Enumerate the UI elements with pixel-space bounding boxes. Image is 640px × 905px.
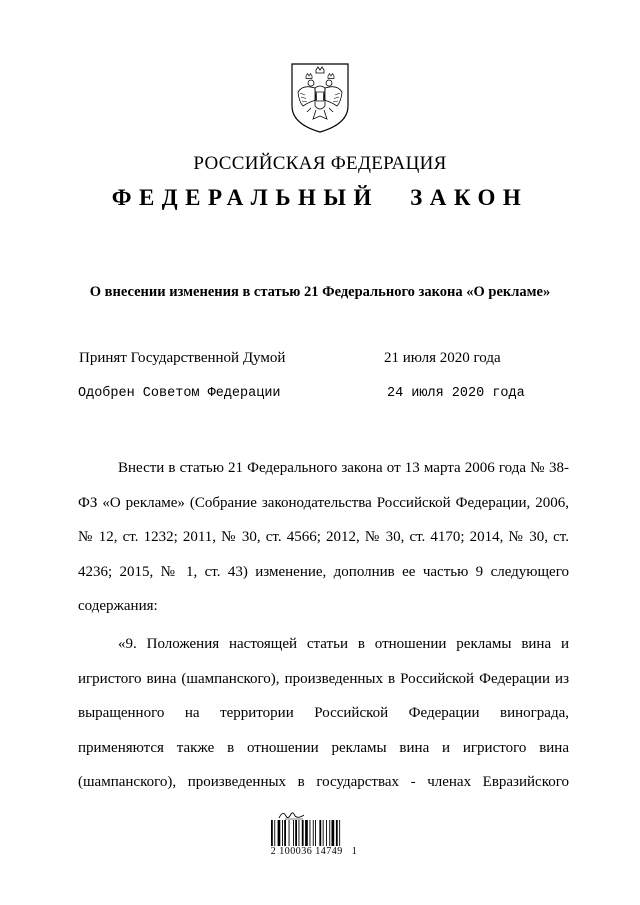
adoption-label: Одобрен Советом Федерации bbox=[78, 386, 281, 401]
adoption-label: Принят Государственной Думой bbox=[79, 350, 286, 366]
adoption-date: 21 июля 2020 года bbox=[384, 350, 501, 366]
body-paragraph: «9. Положения настоящей статьи в отношении рекламы вина и игристого вина (шампанского), произведенных в Российской Федерации из выращенного на территории Российской Федерации винограда, применяются также в отношении рекламы вина и игристого вина (шампанского), произведенных в государствах - членах Евразийского bbox=[78, 636, 569, 790]
barcode-number: 2 100036 14749 1 bbox=[270, 846, 358, 857]
country-name: РОССИЙСКАЯ ФЕДЕРАЦИЯ bbox=[193, 153, 447, 174]
coat-of-arms-icon bbox=[289, 62, 351, 134]
body-paragraph: Внести в статью 21 Федерального закона от 13 марта 2006 года № 38-ФЗ «О рекламе» (Собрание законодательства Российской Федерации, 2006, № 12, ст. 1232; 2011, № 30, ст. 4566; 2012, № 30, ст. 4170; 2014, № 30, ст. 4236; 2015, № 1, ст. 43) изменение, дополнив ее частью 9 следующего содержания: bbox=[78, 460, 569, 614]
adoption-date: 24 июля 2020 года bbox=[387, 386, 525, 401]
document-type: ФЕДЕРАЛЬНЫЙ ЗАКОН bbox=[111, 185, 529, 210]
law-title: О внесении изменения в статью 21 Федерального закона «О рекламе» bbox=[89, 284, 551, 300]
barcode-icon bbox=[270, 820, 360, 846]
